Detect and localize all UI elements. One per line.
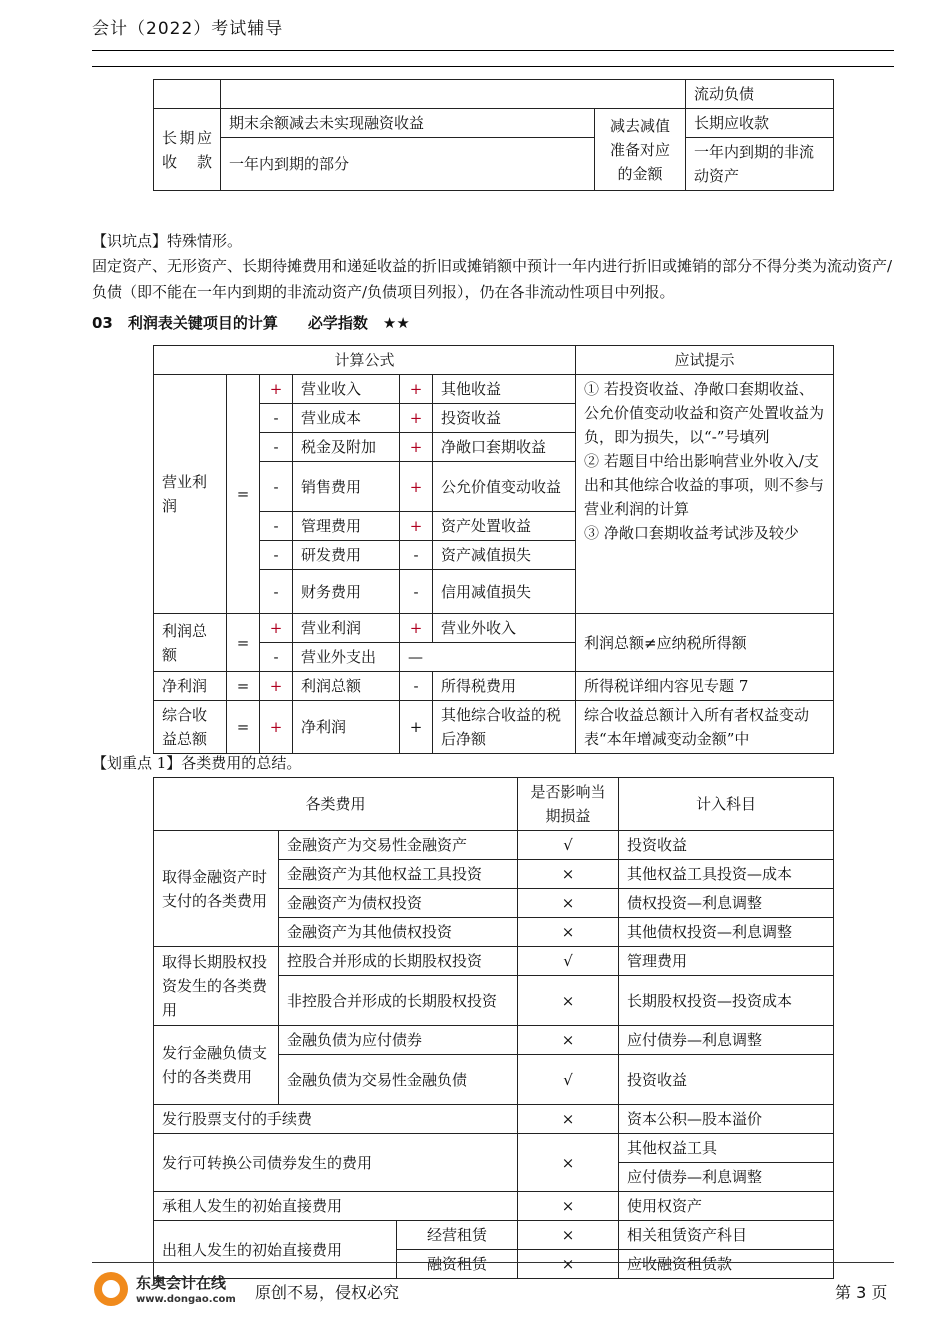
cell: 一年内到期的部分 [221,138,595,191]
header-cell: 各类费用 [154,778,518,831]
cell: 应付债券—利息调整 [619,1163,834,1192]
operator: + [260,614,293,643]
cell: 营业外收入 [433,614,576,643]
cell: 其他综合收益的税后净额 [433,701,576,754]
mark-cell: √ [518,947,619,976]
fee-table [153,777,834,1279]
cell: 净利润 [293,701,400,754]
row-label: 综合收益总额 [154,701,227,754]
operator: + [400,512,433,541]
cell: 债权投资—利息调整 [619,889,834,918]
cell: 其他权益工具 [619,1134,834,1163]
operator: + [400,433,433,462]
cell: 金融负债为交易性金融负债 [279,1055,518,1105]
cell: 投资收益 [619,831,834,860]
note-title: 【识坑点】特殊情形。 [92,232,243,250]
cell: 长期应收款 [686,109,834,138]
logo-name: 东奥会计在线 [136,1274,227,1292]
logo-icon [94,1272,128,1306]
cell: 金融资产为其他权益工具投资 [279,860,518,889]
mark-cell: √ [518,831,619,860]
row-label: 净利润 [154,672,227,701]
cell: 资产处置收益 [433,512,576,541]
operator: - [400,672,433,701]
operator: - [400,541,433,570]
cell: 投资收益 [433,404,576,433]
cell: 金融资产为其他债权投资 [279,918,518,947]
tip-cell: ① 若投资收益、净敞口套期收益、公允价值变动收益和资产处置收益为负，即为损失，以“-”号填列 ② 若题目中给出影响营业外收入/支出和其他综合收益的事项，则不参与营业利润的计算 ③ 净敞口套期收益考试涉及较少 [576,375,834,614]
cell: 经营租赁 [397,1221,518,1250]
mark-cell: × [518,1026,619,1055]
section-title: 03 利润表关键项目的计算 必学指数 ★★ [92,314,410,332]
cell: 其他收益 [433,375,576,404]
tip-cell: 综合收益总额计入所有者权益变动表“本年增减变动金额”中 [576,701,834,754]
cell: 相关租赁资产科目 [619,1221,834,1250]
cell: 研发费用 [293,541,400,570]
page-number: 第 3 页 [835,1283,888,1302]
cell: 金融资产为交易性金融资产 [279,831,518,860]
tip-cell: 所得税详细内容见专题 7 [576,672,834,701]
cell: 控股合并形成的长期股权投资 [279,947,518,976]
cell: 投资收益 [619,1055,834,1105]
operator: + [260,701,293,754]
cell: 一年内到期的非流动资产 [686,138,834,191]
operator: + [400,701,433,754]
cell: 所得税费用 [433,672,576,701]
note-body: 固定资产、无形资产、长期待摊费用和递延收益的折旧或摊销额中预计一年内进行折旧或摊销的部分不得分类为流动资产/负债（即不能在一年内到期的非流动资产/负债项目列报），仍在各非流动性项目中列报。 [92,257,893,301]
cell: 发行股票支付的手续费 [154,1105,518,1134]
mark-cell: × [518,976,619,1026]
cell: 税金及附加 [293,433,400,462]
cell: 使用权资产 [619,1192,834,1221]
operator: = [227,701,260,754]
cell: 金融资产为债权投资 [279,889,518,918]
operator: = [227,375,260,614]
operator: - [260,643,293,672]
tip-cell: 利润总额≠应纳税所得额 [576,614,834,672]
operator: = [227,614,260,672]
cell: 资产减值损失 [433,541,576,570]
mark-cell: × [518,1250,619,1279]
cell: 其他权益工具投资—成本 [619,860,834,889]
operator: = [227,672,260,701]
profit-table [153,345,834,754]
operator: - [260,541,293,570]
cell: 流动负债 [686,80,834,109]
operator: - [260,404,293,433]
cell: 净敞口套期收益 [433,433,576,462]
cell [154,80,221,109]
row-label: 利润总额 [154,614,227,672]
operator: - [260,433,293,462]
cell: 公允价值变动收益 [433,462,576,512]
operator: - [400,570,433,614]
cell: 营业收入 [293,375,400,404]
mark-cell: × [518,1221,619,1250]
cell: 应付债券—利息调整 [619,1026,834,1055]
cell: 财务费用 [293,570,400,614]
cell: 减去减值准备对应的金额 [595,109,686,191]
operator: + [400,404,433,433]
cell: 信用减值损失 [433,570,576,614]
logo-url: www.dongao.com [136,1294,236,1305]
operator: + [400,462,433,512]
mark-cell: × [518,1134,619,1192]
cell: 发行可转换公司债券发生的费用 [154,1134,518,1192]
operator: + [400,614,433,643]
cell: 管理费用 [619,947,834,976]
operator: - [260,570,293,614]
header-cell: 计入科目 [619,778,834,831]
header-cell: 计算公式 [154,346,576,375]
cell: 期末余额减去未实现融资收益 [221,109,595,138]
mark-cell: × [518,860,619,889]
note2-title: 【划重点 1】各类费用的总结。 [92,754,302,772]
cell: 金融负债为应付债券 [279,1026,518,1055]
mark-cell: × [518,1105,619,1134]
balance-table [153,79,834,191]
cell: 营业利润 [293,614,400,643]
cell: 长期股权投资—投资成本 [619,976,834,1026]
footer-slogan: 原创不易，侵权必究 [255,1283,400,1302]
cell: 资本公积—股本溢价 [619,1105,834,1134]
header-rule [92,50,894,51]
header-rule-2 [92,66,894,67]
cell: 非控股合并形成的长期股权投资 [279,976,518,1026]
operator: + [400,375,433,404]
cell: 出租人发生的初始直接费用 [154,1221,397,1279]
operator: - [260,462,293,512]
operator: + [260,375,293,404]
row-label: 长期应收款 [154,109,221,191]
mark-cell: √ [518,1055,619,1105]
mark-cell: × [518,1192,619,1221]
operator: + [260,672,293,701]
cell [221,80,686,109]
row-label: 营业利润 [154,375,227,614]
cell: 其他债权投资—利息调整 [619,918,834,947]
group-label: 发行金融负债支付的各类费用 [154,1026,279,1105]
group-label: 取得长期股权投资发生的各类费用 [154,947,279,1026]
cell: 融资租赁 [397,1250,518,1279]
header-cell: 是否影响当期损益 [518,778,619,831]
header-cell: 应试提示 [576,346,834,375]
cell: 营业成本 [293,404,400,433]
cell: — [400,643,576,672]
mark-cell: × [518,918,619,947]
cell: 管理费用 [293,512,400,541]
cell: 利润总额 [293,672,400,701]
footer-rule [92,1262,894,1263]
mark-cell: × [518,889,619,918]
group-label: 取得金融资产时支付的各类费用 [154,831,279,947]
cell: 销售费用 [293,462,400,512]
cell: 营业外支出 [293,643,400,672]
header-title: 会计（2022）考试辅导 [92,19,284,39]
operator: - [260,512,293,541]
cell: 应收融资租赁款 [619,1250,834,1279]
cell: 承租人发生的初始直接费用 [154,1192,518,1221]
